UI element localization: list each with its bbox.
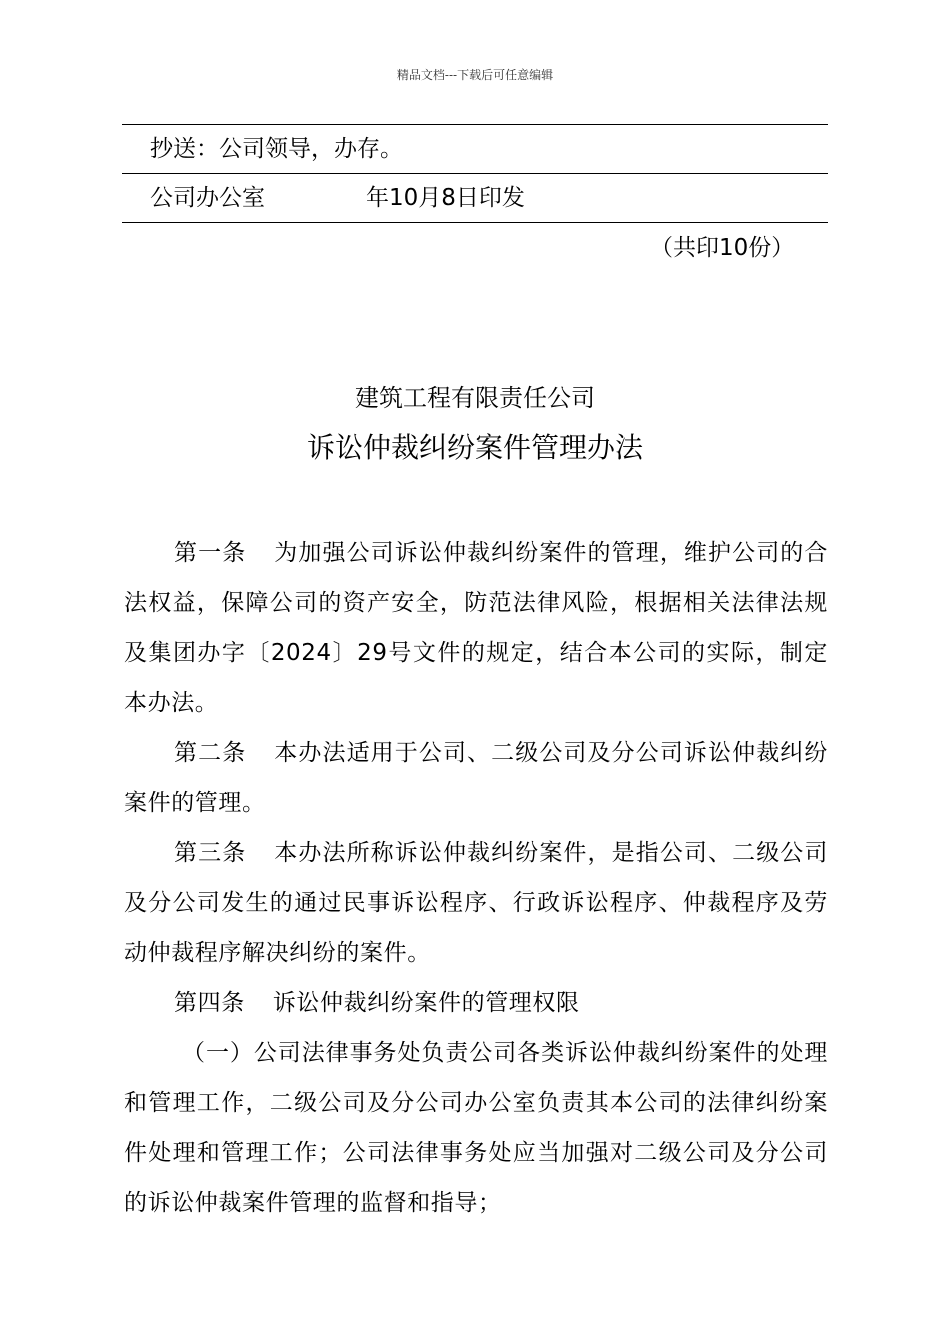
article-label: 第四条 xyxy=(174,990,245,1016)
article-3 xyxy=(124,828,828,978)
article-2 xyxy=(124,728,828,828)
issue-line xyxy=(150,183,525,213)
clause-1: （一）公司法律事务处负责公司各类诉讼仲裁纠纷案件的处理和管理工作，二级公司及分公司办公室负责其本公司的法律纠纷案件处理和管理工作；公司法律事务处应当加强对二级公司及分公司的诉讼仲裁案件管理的监督和指导； xyxy=(124,1040,828,1216)
article-label: 第一条 xyxy=(174,540,247,566)
article-1 xyxy=(124,528,828,728)
issue-date: 年10月8日印发 xyxy=(366,185,525,211)
company-name: 建筑工程有限责任公司 xyxy=(355,384,595,412)
divider-middle xyxy=(122,173,828,174)
divider-top xyxy=(122,124,828,125)
cc-recipients: 抄送：公司领导，办存。 xyxy=(150,136,403,162)
document-body xyxy=(124,528,828,1228)
article-text: 本办法适用于公司、二级公司及分公司诉讼仲裁纠纷案件的管理。 xyxy=(124,740,828,816)
article-text: 为加强公司诉讼仲裁纠纷案件的管理，维护公司的合法权益，保障公司的资产安全，防范法律风险，根据相关法律法规及集团办字〔2024〕29号文件的规定，结合本公司的实际，制定本办法。 xyxy=(124,540,828,716)
article-label: 第三条 xyxy=(174,840,247,866)
copies-count: （共印10份） xyxy=(650,235,795,261)
issuer: 公司办公室 xyxy=(150,185,265,211)
divider-bottom xyxy=(122,222,828,223)
article-text: 本办法所称诉讼仲裁纠纷案件，是指公司、二级公司及分公司发生的通过民事诉讼程序、行政诉讼程序、仲裁程序及劳动仲裁程序解决纠纷的案件。 xyxy=(124,840,828,966)
article-4 xyxy=(124,978,828,1028)
article-text: 诉讼仲裁纠纷案件的管理权限 xyxy=(272,990,580,1016)
page-header-note: 精品文档---下载后可任意编辑 xyxy=(396,68,554,82)
article-label: 第二条 xyxy=(174,740,247,766)
document-title: 诉讼仲裁纠纷案件管理办法 xyxy=(306,431,643,464)
